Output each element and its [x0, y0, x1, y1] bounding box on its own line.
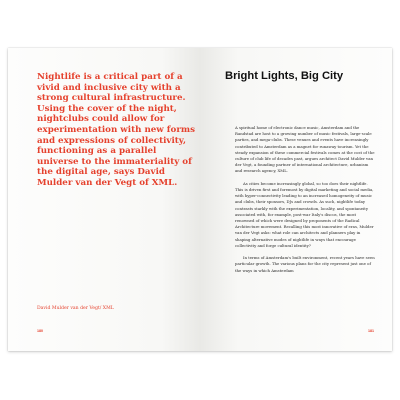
chapter-title: Bright Lights, Big City [225, 70, 344, 82]
body-text [235, 125, 375, 280]
page-number-right: 181 [368, 329, 374, 333]
book-spread [8, 48, 392, 351]
body-paragraph: A spiritual home of electronic dance music, Amsterdam and the Randstad are host to a growing number of music festivals, large-scale parties, and mega-clubs. These venues and events have increasingly contributed to Amsterdam as a magnet for runaway tourism. Yet the steady expansion of these commercial festivals comes at the cost of the culture of club life of decades past, argues architect David Mulder van der Vegt, a founding partner of international architecture, urbanism and research agency, XML. [235, 125, 375, 174]
page-number-left: 180 [37, 329, 43, 333]
body-paragraph: In terms of Amsterdam's built environment, recent years have seen particular growth. The various plans for the city represent just one of the ways in which Amsterdam [235, 255, 375, 273]
quote-attribution: David Mulder van der Vegt/ XML [37, 306, 114, 311]
pull-quote: Nightlife is a critical part of a vivid and inclusive city with a strong cultural infrastructure. Using the cover of the night, nightclubs could allow for experimentation with new forms and expressions of collectivity, functioning as a parallel universe to the immateriality of the digital age, says David Mulder van der Vegt of XML. [37, 72, 195, 188]
right-page [200, 48, 392, 351]
body-paragraph: As cities become increasingly global, so too does their nightlife. This is driven first and foremost by digital marketing and social media, with hyper-connectivity leading to an increased homogeneity of music and clubs, their sponsors, DJs and crowds. As such, nightlife today contrasts starkly with the experimentation, locality, and spontaneity associated with, for example, post-war Italy's discos, the most renowned of which were designed by proponents of the Radical Architecture movement. Recalling this most innovative of eras, Mulder van der Vegt asks: what role can architects and planners play in shaping alternative modes of nightlife in ways that encourage collectivity and forge cultural identity? [235, 180, 374, 248]
left-page [8, 48, 200, 351]
